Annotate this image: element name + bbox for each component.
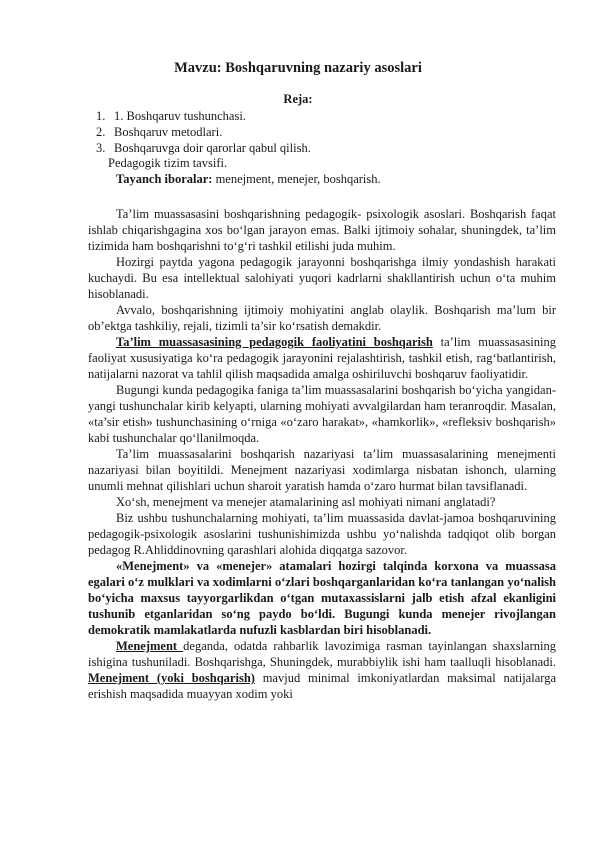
plan-item-number: 3. [96,141,106,155]
paragraph [88,334,556,382]
paragraph: Ta’lim muassasalarini boshqarish nazariyasi ta’lim muassasalarining menejmenti nazariyasi bilan boyitildi. Menejment nazariyasi xodimlarga nisbatan ishonch, ularning unumli mehnat qilishlari uchun sharoit yaratish hamda o‘zaro hurmat bilan tavsiflanadi. [88,447,556,493]
plan-heading: Reja: [283,92,313,106]
defined-term: Ta’lim muassasasining pedagogik faoliyatini boshqarish [116,335,433,349]
defined-term: Menejment (yoki boshqarish) [88,671,255,685]
plan-item [96,124,311,140]
bold-text: «Menejment» va «menejer» atamalari hozirgi talqinda korxona va muassasa egalari o‘z mulklari va xodimlarni o‘zlari boshqarganlaridan ko‘ra tanlangan yo‘nalish bo‘yicha maxsus tayyorgarlikdan o‘tgan mutaxassislarni jalb etish afzal ekanligini tushunib etganlaridan so‘ng paydo bo‘ldi. Bugungi kunda menejer rivojlangan demokratik mamlakatlarda nufuzli kasblardan biri hisoblanadi. [88,559,556,637]
document-body [88,206,556,702]
paragraph-text: mavjud minimal imkoniyatlardan maksimal natijalarga erishish maqsadida muayyan xodim yoki [88,671,556,701]
paragraph: Avvalo, boshqarishning ijtimoiy mohiyatini anglab olaylik. Boshqarish ma’lum bir ob’ektga tashkiliy, rejali, tizimli ta’sir ko‘rsatish demakdir. [88,303,556,333]
page-title: Mavzu: Boshqaruvning nazariy asoslari [174,60,422,76]
plan-item-text: 1. Boshqaruv tushunchasi. [114,109,246,123]
paragraph: Biz ushbu tushunchalarning mohiyati, ta’lim muassasida davlat-jamoa boshqaruvining pedagogik-psixologik asoslarini tushunishimizda ushbu yo‘nalishda tadqiqot olib borgan pedagog R.Ahliddinovning qarashlari alohida diqqatga sazovor. [88,511,556,557]
keywords-text: menejment, menejer, boshqarish. [212,172,381,186]
plan-extra-item: Pedagogik tizim tavsifi. [108,156,228,170]
paragraph: Ta’lim muassasasini boshqarishning pedagogik- psixologik asoslari. Boshqarish faqat ishlab chiqarishgagina xos bo‘lgan jarayon emas. Balki ijtimoiy sohalar, shuningdek, ta’lim tizimida ham boshqarishni to‘g‘ri tashkil etilishi juda muhim. [88,207,556,253]
plan-item-text: Boshqaruv metodlari. [114,125,223,139]
defined-term: Menejment [116,639,184,653]
paragraph-bold [88,558,556,638]
plan-item-number: 2. [96,125,106,139]
plan-list [96,108,311,156]
paragraph-text: ta’lim muassasasining faoliyat xususiyatiga ko‘ra pedagogik jarayonini rejalashtirish, tashkil etish, rag‘batlantirish, natijalarni nazorat va tahlil qilish maqsadida amalga oshiriluvchi boshqaruv faoliyatidir. [88,335,556,381]
paragraph: Xo‘sh, menejment va menejer atamalarining asl mohiyati nimani anglatadi? [116,495,496,509]
paragraph-text: deganda, odatda rahbarlik lavozimiga rasman tayinlangan shaxslarning ishigina tushuniladi. Boshqarishga, Shuningdek, murabbiylik ishi ham taalluqli hisoblanadi. [88,639,556,669]
plan-item-text: Boshqaruvga doir qarorlar qabul qilish. [114,141,311,155]
keywords-label: Tayanch iboralar: [116,172,213,186]
plan-item-number: 1. [96,109,106,123]
plan-item [96,108,311,124]
paragraph: Bugungi kunda pedagogika faniga ta’lim muassasalarini boshqarish bo‘yicha yangidan-yangi tushunchalar kirib kelyapti, ularning mohiyati avvalgilardan ham teranroqdir. Masalan, «ta’sir etish» tushunchasining o‘rniga «o‘zaro harakat», «hamkorlik», «refleksiv boshqarish» kabi tushunchalar qo‘llanilmoqda. [88,383,556,445]
paragraph: Hozirgi paytda yagona pedagogik jarayonni boshqarishga ilmiy yondashish harakati kuchaydi. Bu esa intellektual salohiyati yuqori kadrlarni shakllantirish uchun o‘ta muhim hisoblanadi. [88,255,556,301]
keywords-line [116,172,381,187]
paragraph [88,638,556,702]
plan-item [96,140,311,156]
